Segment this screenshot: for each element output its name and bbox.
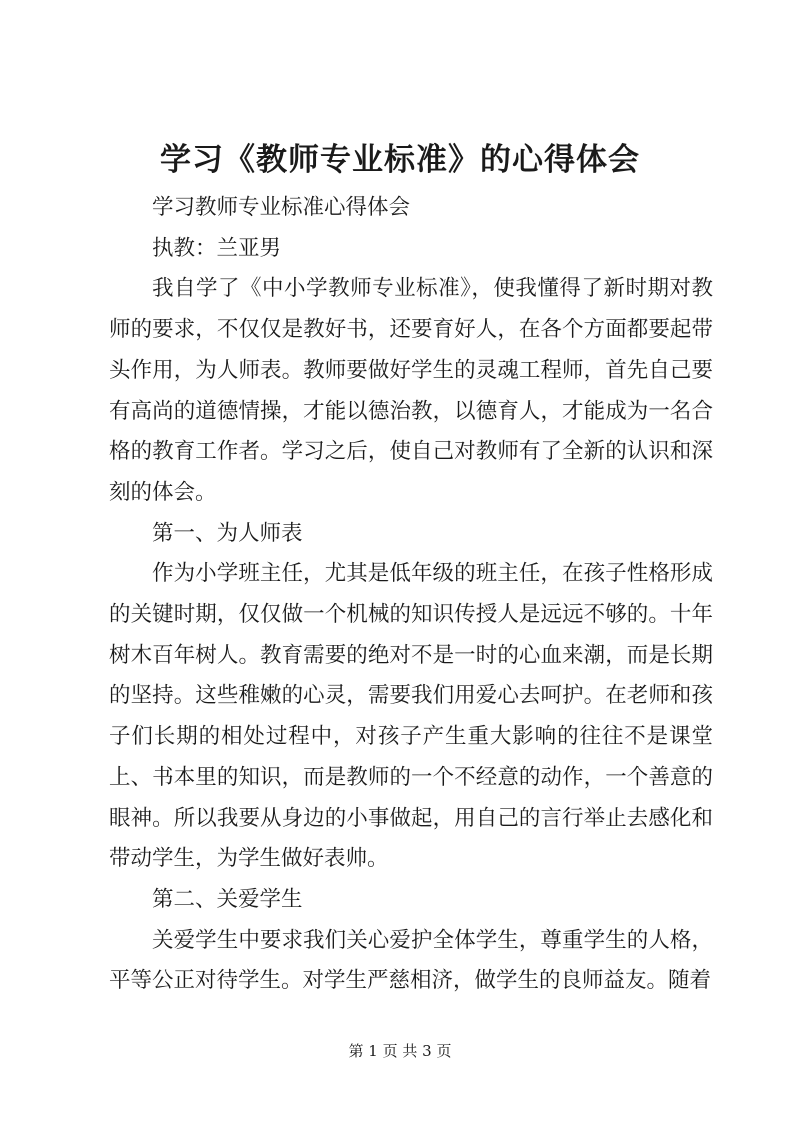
page-footer: 第 1 页 共 3 页 bbox=[348, 1042, 452, 1060]
document-title: 学习《教师专业标准》的心得体会 bbox=[160, 142, 640, 178]
section-heading-2: 第二、关爱学生 bbox=[152, 886, 303, 912]
author-paragraph: 执教：兰亚男 bbox=[152, 235, 282, 261]
section-heading-1: 第一、为人师表 bbox=[152, 520, 303, 546]
section-1-paragraph: 作为小学班主任，尤其是低年级的班主任，在孩子性格形成的关键时期，仅仅做一个机械的知识传授人是远远不够的。十年树木百年树人。教育需要的绝对不是一时的心血来潮，而是长期的坚持。这些稚嫩的心灵，需要我们用爱心去呵护。在老师和孩子们长期的相处过程中，对孩子产生重大影响的往往不是课堂上、书本里的知识，而是教师的一个不经意的动作，一个善意的眼神。所以我要从身边的小事做起，用自己的言行举止去感化和带动学生，为学生做好表帅。 bbox=[109, 561, 713, 872]
section-2-paragraph: 关爱学生中要求我们关心爱护全体学生，尊重学生的人格，平等公正对待学生。对学生严慈相济，做学生的良师益友。随着 bbox=[109, 927, 713, 994]
intro-paragraph: 我自学了《中小学教师专业标准》，使我懂得了新时期对教师的要求，不仅仅是教好书，还要育好人，在各个方面都要起带头作用，为人师表。教师要做好学生的灵魂工程师，首先自己要有高尚的道德情操，才能以德治教，以德育人，才能成为一名合格的教育工作者。学习之后，使自己对教师有了全新的认识和深刻的体会。 bbox=[109, 276, 713, 505]
subtitle-paragraph: 学习教师专业标准心得体会 bbox=[152, 195, 411, 220]
document-body bbox=[109, 188, 713, 1002]
